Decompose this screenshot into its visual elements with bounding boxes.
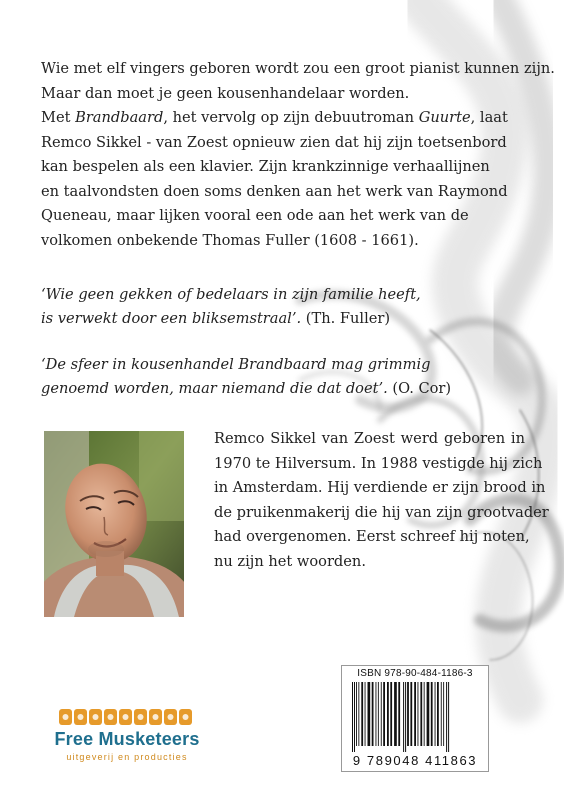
barcode-bar bbox=[407, 682, 409, 746]
bio-line: de pruikenmakerij die hij van zijn grootvader bbox=[214, 503, 549, 521]
quote-attribution: (O. Cor) bbox=[387, 380, 452, 397]
barcode-bar bbox=[431, 682, 433, 746]
barcode-bar bbox=[387, 682, 389, 746]
barcode-bar bbox=[410, 682, 412, 746]
barcode-bar bbox=[420, 682, 422, 746]
barcode-bar bbox=[418, 682, 419, 746]
blurb-line: Wie met elf vingers geboren wordt zou een groot pianist kunnen zijn. bbox=[41, 60, 555, 77]
barcode-bar bbox=[376, 682, 377, 746]
bio-line: in Amsterdam. Hij verdiende er zijn brood in bbox=[214, 479, 546, 496]
blurb-line: Met Brandbaard, het vervolg op zijn debuutroman Guurte, laat bbox=[41, 109, 508, 126]
blurb-line: Maar dan moet je geen kousenhandelaar worden. bbox=[41, 84, 410, 102]
author-photo bbox=[44, 431, 184, 617]
blurb-paragraph bbox=[41, 57, 555, 253]
isbn-barcode bbox=[341, 665, 489, 772]
logo-badge-glyph-icon bbox=[78, 714, 84, 720]
blurb-line: Queneau, maar lijken vooral een ode aan het werk van de bbox=[41, 207, 469, 224]
barcode-bar bbox=[372, 682, 374, 746]
quote-text: genoemd worden, maar niemand die dat doet’. bbox=[41, 380, 388, 397]
logo-badge-glyph-icon bbox=[63, 714, 69, 720]
blurb-line: en taalvondsten doen soms denken aan het werk van Raymond bbox=[41, 182, 508, 200]
ean-digits: 9 789048 411863 bbox=[352, 753, 478, 768]
barcode-bar bbox=[381, 682, 382, 746]
barcode-bar bbox=[398, 682, 400, 746]
debut-title: Guurte bbox=[418, 109, 471, 126]
blurb-line: kan bespelen als een klavier. Zijn krankzinnige verhaallijnen bbox=[41, 158, 490, 175]
publisher-name: Free Musketeers bbox=[54, 729, 200, 749]
bio-line: Remco Sikkel van Zoest werd geboren in bbox=[214, 430, 525, 447]
logo-badge-glyph-icon bbox=[168, 714, 174, 720]
barcode-bar bbox=[437, 682, 439, 746]
barcode-bar bbox=[427, 682, 430, 746]
barcode-bar bbox=[414, 682, 416, 746]
barcode-bar bbox=[361, 682, 363, 746]
isbn-label: ISBN 978-90-484-1186-3 bbox=[357, 668, 473, 679]
barcode-bar bbox=[448, 682, 449, 752]
barcode-bar bbox=[405, 682, 406, 752]
barcode-bar bbox=[354, 682, 355, 752]
quote-attribution: (Th. Fuller) bbox=[301, 310, 391, 327]
barcode-bar bbox=[378, 682, 379, 746]
barcode-bar bbox=[394, 682, 397, 746]
logo-badge-glyph-icon bbox=[93, 714, 99, 720]
blurb-line: volkomen onbekende Thomas Fuller (1608 - 1661). bbox=[41, 231, 419, 249]
barcode-bar bbox=[441, 682, 442, 746]
barcode-bar bbox=[435, 682, 436, 746]
bio-line: 1970 te Hilversum. In 1988 vestigde hij zich bbox=[214, 454, 543, 472]
barcode-bar bbox=[356, 682, 357, 746]
logo-icon-row bbox=[59, 707, 195, 729]
barcode-bar bbox=[446, 682, 447, 752]
barcode-bar bbox=[443, 682, 444, 746]
barcode-bar bbox=[358, 682, 359, 746]
bio-line: had overgenomen. Eerst schreef hij noten, bbox=[214, 528, 530, 545]
publisher-logo bbox=[42, 707, 212, 767]
book-title: Brandbaard bbox=[75, 109, 164, 126]
logo-badge-glyph-icon bbox=[108, 714, 114, 720]
barcode-bar bbox=[365, 682, 366, 746]
publisher-tagline: uitgeverij en producties bbox=[66, 752, 188, 762]
barcode-bar bbox=[352, 682, 353, 752]
logo-badge-glyph-icon bbox=[183, 714, 189, 720]
logo-badge-glyph-icon bbox=[153, 714, 159, 720]
blurb-line: Remco Sikkel - van Zoest opnieuw zien dat hij zijn toetsenbord bbox=[41, 133, 507, 151]
logo-badge-glyph-icon bbox=[138, 714, 144, 720]
quote-text: ‘Wie geen gekken of bedelaars in zijn familie heeft, bbox=[41, 286, 421, 303]
barcode-bar bbox=[368, 682, 371, 746]
author-bio bbox=[214, 427, 549, 574]
quote-text: is verwekt door een bliksemstraal’. bbox=[41, 310, 302, 327]
bio-line: nu zijn het woorden. bbox=[214, 552, 366, 570]
quote-cor bbox=[41, 353, 511, 401]
barcode-bar bbox=[424, 682, 425, 746]
barcode-bars bbox=[350, 682, 480, 752]
barcode-bar bbox=[383, 682, 385, 746]
quote-fuller bbox=[41, 283, 511, 331]
barcode-bar bbox=[403, 682, 404, 752]
logo-badge-glyph-icon bbox=[123, 714, 129, 720]
quote-text: ‘De sfeer in kousenhandel Brandbaard mag grimmig bbox=[41, 356, 431, 373]
barcode-bar bbox=[390, 682, 392, 746]
